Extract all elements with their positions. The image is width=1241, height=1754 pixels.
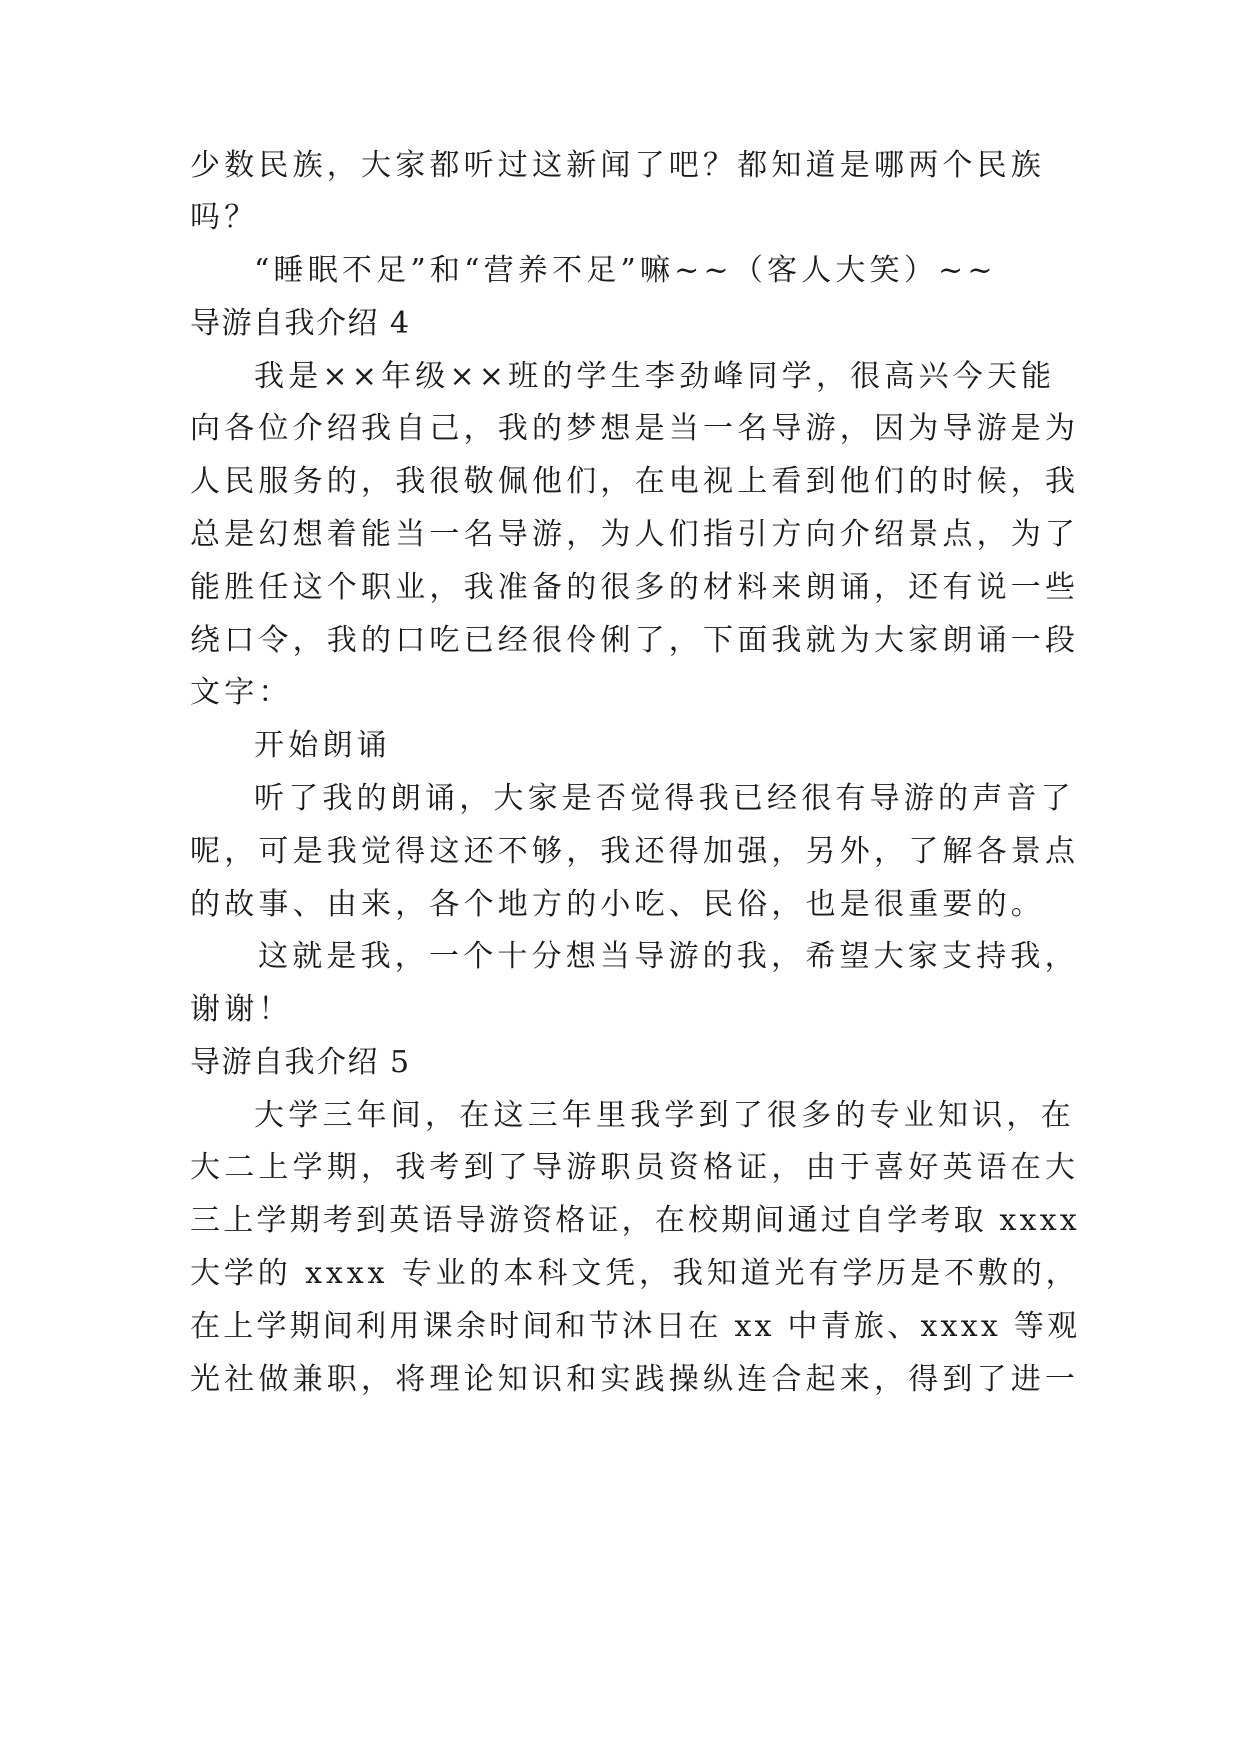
- paragraph-line: 光社做兼职，将理论知识和实践操纵连合起来，得到了进一: [190, 1362, 1080, 1397]
- paragraph-line: 少数民族，大家都听过这新闻了吧？都知道是哪两个民族: [190, 148, 1045, 183]
- paragraph-line: 我是××年级××班的学生李劲峰同学，很高兴今天能: [254, 359, 1056, 394]
- section-heading: 导游自我介绍 4: [190, 306, 411, 341]
- paragraph-line: 文字：: [190, 675, 293, 710]
- paragraph-line: 开始朗诵: [254, 728, 391, 763]
- paragraph-line: 大学三年间，在这三年里我学到了很多的专业知识，在: [254, 1098, 1075, 1133]
- paragraph-line: 的故事、由来，各个地方的小吃、民俗，也是很重要的。: [190, 887, 1045, 922]
- paragraph-line: 谢谢！: [190, 992, 293, 1027]
- dialogue-line: “睡眠不足”和“营养不足”嘛~~（客人大笑）~~: [254, 253, 997, 288]
- paragraph-line: 人民服务的，我很敬佩他们，在电视上看到他们的时候，我: [190, 464, 1080, 499]
- section-heading: 导游自我介绍 5: [190, 1045, 411, 1080]
- paragraph-line: 三上学期考到英语导游资格证，在校期间通过自学考取 xxxx: [190, 1203, 1081, 1238]
- paragraph-line: 呢，可是我觉得这还不够，我还得加强，另外，了解各景点: [190, 834, 1080, 869]
- paragraph-line: 听了我的朗诵，大家是否觉得我已经很有导游的声音了: [254, 781, 1075, 816]
- paragraph-line: 总是幻想着能当一名导游，为人们指引方向介绍景点，为了: [190, 517, 1080, 552]
- paragraph-line: 向各位介绍我自己，我的梦想是当一名导游，因为导游是为: [190, 411, 1080, 446]
- paragraph-line: 能胜任这个职业，我准备的很多的材料来朗诵，还有说一些: [190, 570, 1080, 605]
- paragraph-line: 吗？: [190, 200, 259, 235]
- paragraph-line: 在上学期间利用课余时间和节沐日在 xx 中青旅、xxxx 等观: [190, 1309, 1081, 1344]
- paragraph-line: 大学的 xxxx 专业的本科文凭，我知道光有学历是不敷的，: [190, 1256, 1080, 1291]
- paragraph-line: 绕口令，我的口吃已经很伶俐了，下面我就为大家朗诵一段: [190, 623, 1080, 658]
- paragraph-line: 大二上学期，我考到了导游职员资格证，由于喜好英语在大: [190, 1150, 1080, 1185]
- paragraph-line: 这就是我，一个十分想当导游的我，希望大家支持我，: [258, 939, 1079, 974]
